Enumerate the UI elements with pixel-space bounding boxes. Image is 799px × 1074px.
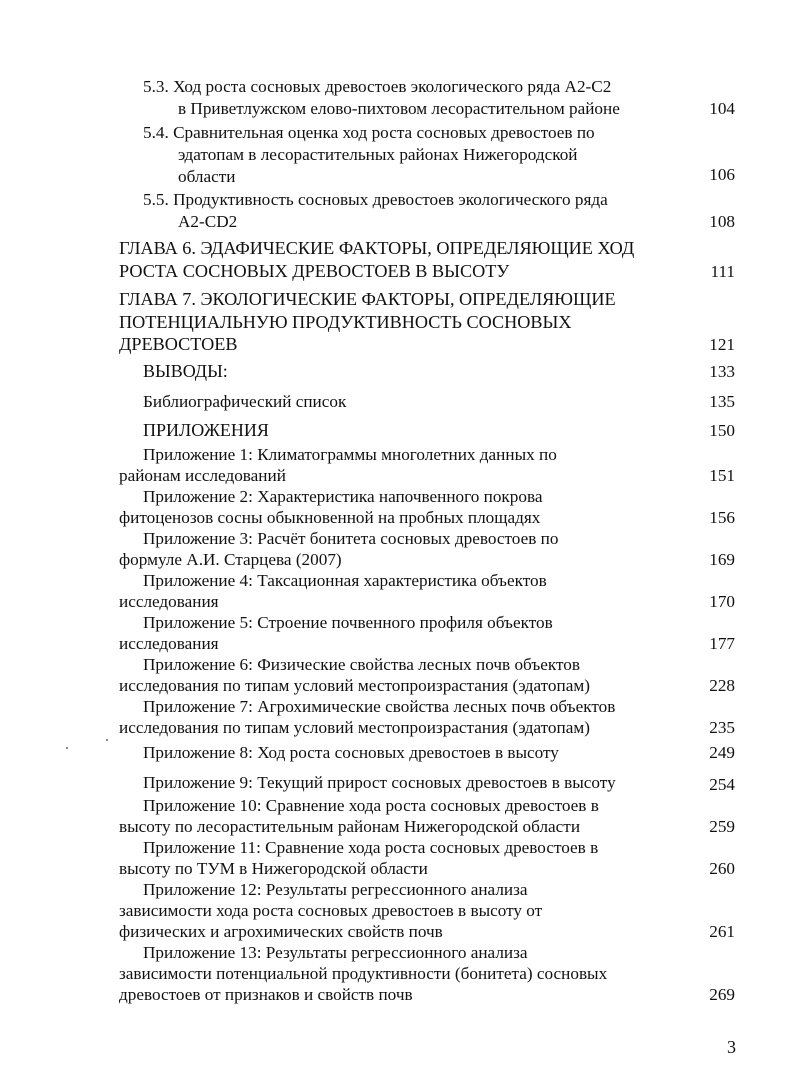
toc-line: Библиографический список (143, 392, 347, 411)
toc-line: физических и агрохимических свойств почв (119, 922, 443, 941)
toc-line: Приложение 7: Агрохимические свойства лесных почв объектов (143, 697, 616, 716)
toc-line: 5.4. Сравнительная оценка ход роста сосновых древостоев по (143, 123, 595, 142)
toc-line: области (178, 167, 236, 186)
toc-line: исследования по типам условий местопроизрастания (эдатопам) (119, 676, 590, 695)
toc-page-number: 177 (709, 634, 735, 653)
toc-page-number: 228 (709, 676, 735, 695)
toc-line: районам исследований (119, 466, 286, 485)
toc-page-number: 104 (709, 99, 735, 118)
toc-line: Приложение 12: Результаты регрессионного анализа (143, 880, 528, 899)
toc-page-number: 106 (709, 165, 735, 184)
toc-line: Приложение 10: Сравнение хода роста сосновых древостоев в (143, 796, 599, 815)
toc-line: исследования по типам условий местопроизрастания (эдатопам) (119, 718, 590, 737)
toc-page-number: 169 (709, 550, 735, 569)
toc-line: Приложение 5: Строение почвенного профиля объектов (143, 613, 553, 632)
toc-page-number: 249 (709, 743, 735, 762)
toc-line: Приложение 8: Ход роста сосновых древостоев в высоту (143, 743, 559, 762)
toc-page-number: 259 (709, 817, 735, 836)
toc-page-number: 135 (709, 392, 735, 411)
scan-speck (66, 747, 68, 749)
toc-page-number: 156 (709, 508, 735, 527)
toc-line: ГЛАВА 7. ЭКОЛОГИЧЕСКИЕ ФАКТОРЫ, ОПРЕДЕЛЯЮЩИЕ (119, 289, 616, 309)
toc-line: A2-CD2 (178, 212, 238, 231)
toc-line: Приложение 6: Физические свойства лесных почв объектов (143, 655, 580, 674)
toc-line: исследования (119, 634, 219, 653)
toc-line: РОСТА СОСНОВЫХ ДРЕВОСТОЕВ В ВЫСОТУ (119, 261, 510, 281)
toc-line: зависимости хода роста сосновых древостоев в высоту от (119, 901, 543, 920)
toc-line: Приложение 13: Результаты регрессионного анализа (143, 943, 528, 962)
toc-page-number: 133 (709, 362, 735, 381)
toc-line: формуле А.И. Старцева (2007) (119, 550, 342, 569)
toc-line: Приложение 1: Климатограммы многолетних данных по (143, 445, 557, 464)
toc-line: 5.5. Продуктивность сосновых древостоев экологического ряда (143, 190, 608, 209)
toc-line: ПОТЕНЦИАЛЬНУЮ ПРОДУКТИВНОСТЬ СОСНОВЫХ (119, 312, 572, 332)
toc-line: фитоценозов сосны обыкновенной на пробных площадях (119, 508, 541, 527)
toc-line: Приложение 2: Характеристика напочвенного покрова (143, 487, 543, 506)
toc-line: Приложение 11: Сравнение хода роста сосновых древостоев в (143, 838, 599, 857)
toc-line: эдатопам в лесорастительных районах Нижегородской (178, 145, 578, 164)
toc-line: Приложение 9: Текущий прирост сосновых древостоев в высоту (143, 773, 616, 792)
toc-page-number: 260 (709, 859, 735, 878)
toc-page-number: 111 (710, 262, 735, 281)
toc-line: ГЛАВА 6. ЭДАФИЧЕСКИЕ ФАКТОРЫ, ОПРЕДЕЛЯЮЩИЕ ХОД (119, 238, 635, 258)
toc-line: ВЫВОДЫ: (143, 361, 228, 381)
toc-page-number: 235 (709, 718, 735, 737)
toc-line: высоту по лесорастительным районам Нижегородской области (119, 817, 581, 836)
toc-line: исследования (119, 592, 219, 611)
toc-line: в Приветлужском елово-пихтовом лесорастительном районе (178, 99, 620, 118)
toc-page-number: 170 (709, 592, 735, 611)
toc-page-number: 254 (709, 775, 735, 794)
toc-line: Приложение 3: Расчёт бонитета сосновых древостоев по (143, 529, 559, 548)
toc-page-number: 121 (709, 335, 735, 354)
toc-line: зависимости потенциальной продуктивности (бонитета) сосновых (119, 964, 608, 983)
toc-page-number: 151 (709, 466, 735, 485)
toc-line: Приложение 4: Таксационная характеристика объектов (143, 571, 547, 590)
toc-line: высоту по ТУМ в Нижегородской области (119, 859, 428, 878)
toc-page-number: 261 (709, 922, 735, 941)
toc-page-number: 108 (709, 212, 735, 231)
toc-line: ПРИЛОЖЕНИЯ (143, 420, 269, 440)
toc-line: ДРЕВОСТОЕВ (119, 334, 238, 354)
toc-page-number: 150 (709, 421, 735, 440)
scan-speck (106, 739, 108, 741)
toc-line: древостоев от признаков и свойств почв (119, 985, 413, 1004)
toc-page-number: 269 (709, 985, 735, 1004)
page-number: 3 (727, 1037, 736, 1057)
toc-line: 5.3. Ход роста сосновых древостоев экологического ряда А2-С2 (143, 77, 612, 96)
